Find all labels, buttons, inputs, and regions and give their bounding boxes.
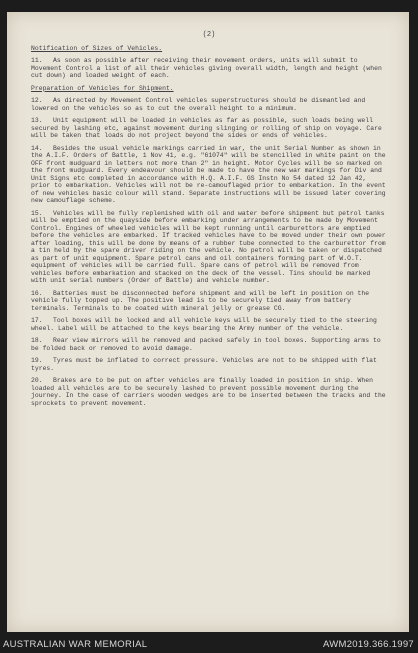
paragraph-number: 16. (31, 289, 43, 297)
paragraph-12 (31, 97, 387, 112)
paragraph-18 (31, 337, 387, 352)
paragraph-number: 12. (31, 97, 43, 104)
paragraph-13 (31, 117, 387, 140)
paragraph-text: Rear view mirrors will be removed and packed safely in tool boxes. Supporting arms to be folded back or removed to avoid damage. (31, 337, 381, 352)
footer-accession-number: AWM2019.366.1997 (322, 639, 414, 650)
paragraph-19 (31, 357, 387, 372)
paragraph-14 (31, 145, 387, 205)
paragraph-number: 20. (31, 377, 43, 384)
paragraph-text: Brakes are to be put on after vehicles are finally loaded in position in ship. When loaded all vehicles are to be securely lashed to prevent possible movement during the journey. In the case of carriers wooden wedges are to be inserted between the tracks and the sprockets to prevent movement. (31, 377, 386, 407)
paragraph-text: Besides the usual vehicle markings carried in war, the unit Serial Number as shown in the A.I.F. Orders of Battle, 1 Nov 41, e.g. "61074" will be stencilled in white paint on the OFF front mudguard in letters not more than 2" in height. Motor Cycles will be so marked on the front mudguard. Every endeavour should be made to have the new war markings for Div and Unit Signs etc completed in accordance with H.Q. A.I.F. GS Instn No 54 dated 12 Jan 42, prior to embarkation. Vehicles will not be re-camouflaged prior to embarkation. In the event of new vehicles basic colour will stand. Separate instructions will be issued later covering new camouflage scheme. (31, 144, 386, 204)
paragraph-text: As directed by Movement Control vehicles superstructures should be dismantled and lowered on the vehicles so as to cut the overall height to a minimum. (31, 97, 366, 112)
paragraph-text: Vehicles will be fully replenished with oil and water before shipment but petrol tanks will be emptied on the quayside before embarking under arrangements to be made by Movement Control. Engines of wheeled vehicles will be kept running until carburettors are emptied before the vehicles are embarked. If tracked vehicles have to be moved under their own power after loading, this will be done by means of a rubber tube connected to the carburettor from a tin held by the spare driver riding on the vehicle. No petrol will be taken or dispatched as part of unit equipment. Spare petrol cans and oil containers forming part of W.O.T. equipment of vehicles will be carried full. Spare cans of petrol will be removed from vehicles before embarkation and stacked on the deck of the vessel. Tins should be marked with unit serial numbers (Order of Battle) and vehicle number. (31, 209, 386, 284)
archive-footer (0, 638, 418, 653)
paragraph-number: 15. (31, 209, 43, 217)
paragraph-number: 17. (31, 317, 43, 324)
paragraph-17 (31, 317, 387, 332)
paragraph-number: 11. (31, 57, 43, 64)
paragraph-number: 14. (31, 144, 43, 152)
page-number: (2) (202, 31, 216, 39)
heading-preparation: Preparation of Vehicles for Shipment. (31, 84, 174, 92)
paragraph-text: Tyres must be inflated to correct pressure. Vehicles are not to be shipped with flat tyres. (31, 357, 377, 372)
footer-institution: AUSTRALIAN WAR MEMORIAL (3, 639, 148, 650)
paragraph-20 (31, 377, 387, 407)
paragraph-text: Batteries must be disconnected before shipment and will be left in position on the vehicle fully topped up. The positive lead is to be securely tied away from battery terminals. Terminals to be coated with mineral jelly or grease CG. (31, 289, 370, 312)
paragraph-11 (31, 57, 387, 80)
paragraph-number: 19. (31, 357, 43, 364)
document-body (31, 32, 387, 412)
paragraph-15 (31, 210, 387, 285)
paragraph-text: Tool boxes will be locked and all vehicle keys will be securely tied to the steering wheel. Label will be attached to the keys bearing the Army number of the vehicle. (31, 317, 377, 332)
paragraph-16 (31, 290, 387, 313)
paragraph-number: 13. (31, 117, 43, 124)
document-page (7, 12, 409, 632)
paragraph-text: As soon as possible after receiving their movement orders, units will submit to Movement Control a list of all their vehicles giving overall width, length and height (when cut down) and loaded weight of each. (31, 57, 382, 79)
heading-notification: Notification of Sizes of Vehicles. (31, 44, 163, 52)
paragraph-text: Unit equipment will be loaded in vehicles as far as possible, such loads being well secured by lashing etc, against movement during slinging or rolling of ship on voyage. Care will be taken that loads do not project beyond the sides or ends of vehicles. (31, 117, 382, 139)
paragraph-number: 18. (31, 337, 43, 344)
